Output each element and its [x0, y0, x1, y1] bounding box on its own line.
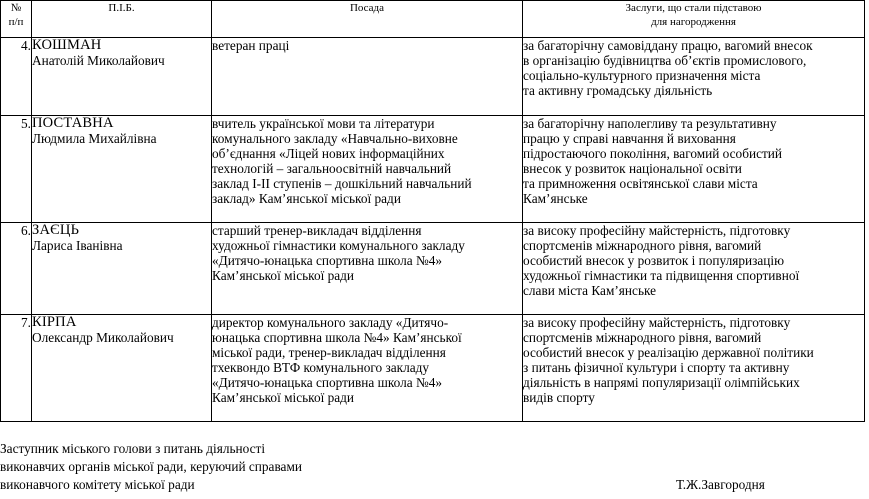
position-line: «Дитячо-юнацька спортивна школа №4» — [212, 375, 442, 390]
merit-line: внесок у розвиток національної освіти — [523, 161, 742, 176]
position-line: ветеран праці — [212, 38, 290, 53]
row-name — [32, 116, 212, 223]
merit-line: Кам’янське — [523, 191, 588, 206]
merit-line: спортсменів міжнародного рівня, вагомий — [523, 238, 762, 253]
merit-line: за багаторічну самовіддану працю, вагомий внесок — [523, 38, 813, 53]
table-header-row — [1, 1, 865, 38]
merit-line: особистий внесок у реалізацію державної політики — [523, 345, 814, 360]
merit-line: видів спорту — [523, 390, 595, 405]
table-row — [1, 116, 865, 223]
position-line: комунального закладу «Навчально-виховне — [212, 131, 458, 146]
row-given-name: Людмила Михайлівна — [32, 131, 157, 146]
header-number-line2: п/п — [8, 16, 24, 28]
header-merit — [523, 1, 865, 38]
row-number: 5. — [1, 116, 32, 223]
position-line: міської ради, тренер-викладач відділення — [212, 345, 446, 360]
merit-line: спортсменів міжнародного рівня, вагомий — [523, 330, 762, 345]
row-surname: ПОСТАВНА — [32, 115, 114, 131]
signer-title-line: виконавчих органів міської ради, керуючий справами — [0, 459, 302, 474]
signer-title-line: виконавчого комітету міської ради — [0, 477, 195, 492]
row-number: 4. — [1, 38, 32, 116]
row-position — [212, 315, 523, 422]
row-position — [212, 38, 523, 116]
table-row — [1, 38, 865, 116]
row-name — [32, 315, 212, 422]
position-line: старший тренер-викладач відділення — [212, 223, 422, 238]
merit-line: художньої гімнастики та підвищення спортивної — [523, 268, 800, 283]
position-line: заклад І-ІІ ступенів – дошкільний навчальний — [212, 176, 472, 191]
position-line: директор комунального закладу «Дитячо- — [212, 315, 449, 330]
row-surname: ЗАЄЦЬ — [32, 222, 80, 238]
header-number-line1: № — [10, 2, 22, 14]
signer-title-line: Заступник міського голови з питань діяльності — [0, 441, 266, 456]
row-merit — [523, 116, 865, 223]
signer-name: Т.Ж.Завгородня — [676, 477, 765, 492]
row-name — [32, 38, 212, 116]
row-position — [212, 223, 523, 315]
position-line: технологій – загальноосвітній навчальний — [212, 161, 452, 176]
row-name — [32, 223, 212, 315]
merit-line: за багаторічну наполегливу та результативну — [523, 116, 777, 131]
row-merit — [523, 38, 865, 116]
row-merit — [523, 223, 865, 315]
merit-line: працю у справі навчання й виховання — [523, 131, 736, 146]
table-row — [1, 223, 865, 315]
row-given-name: Олександр Миколайович — [32, 330, 174, 345]
row-number: 6. — [1, 223, 32, 315]
header-number — [1, 1, 32, 38]
table-row — [1, 315, 865, 422]
merit-line: за високу професійну майстерність, підготовку — [523, 223, 791, 238]
merit-line: соціально-культурного призначення міста — [523, 68, 761, 83]
merit-line: особистий внесок у розвиток і популяризацію — [523, 253, 785, 268]
row-surname: КІРПА — [32, 314, 77, 330]
row-number: 7. — [1, 315, 32, 422]
row-merit — [523, 315, 865, 422]
position-line: «Дитячо-юнацька спортивна школа №4» — [212, 253, 442, 268]
header-merit-line2: для нагородження — [651, 16, 736, 28]
position-line: тхеквондо ВТФ комунального закладу — [212, 360, 430, 375]
position-line: Кам’янської міської ради — [212, 268, 355, 283]
position-line: юнацька спортивна школа №4» Кам’янської — [212, 330, 462, 345]
merit-line: підростаючого покоління, вагомий особистий — [523, 146, 783, 161]
merit-line: в організацію будівництва об’єктів промислового, — [523, 53, 807, 68]
position-line: об’єднання «Ліцей нових інформаційних — [212, 146, 445, 161]
merit-line: діяльність в напрямі популяризації олімпійських — [523, 375, 800, 390]
merit-line: та примноження освітянської слави міста — [523, 176, 758, 191]
position-line: художньої гімнастики комунального закладу — [212, 238, 465, 253]
position-line: заклад» Кам’янської міської ради — [212, 191, 401, 206]
header-merit-line1: Заслуги, що стали підставою — [625, 2, 762, 14]
merit-line: з питань фізичної культури і спорту та активну — [523, 360, 790, 375]
header-position: Посада — [212, 1, 523, 38]
merit-line: та активну громадську діяльність — [523, 83, 713, 98]
merit-line: за високу професійну майстерність, підготовку — [523, 315, 791, 330]
row-surname: КОШМАН — [32, 37, 102, 53]
merit-line: слави міста Кам’янське — [523, 283, 657, 298]
row-given-name: Анатолій Миколайович — [32, 53, 165, 68]
position-line: вчитель української мови та літератури — [212, 116, 435, 131]
row-position — [212, 116, 523, 223]
header-name: П.І.Б. — [32, 1, 212, 38]
row-given-name: Лариса Іванівна — [32, 238, 123, 253]
position-line: Кам’янської міської ради — [212, 390, 355, 405]
